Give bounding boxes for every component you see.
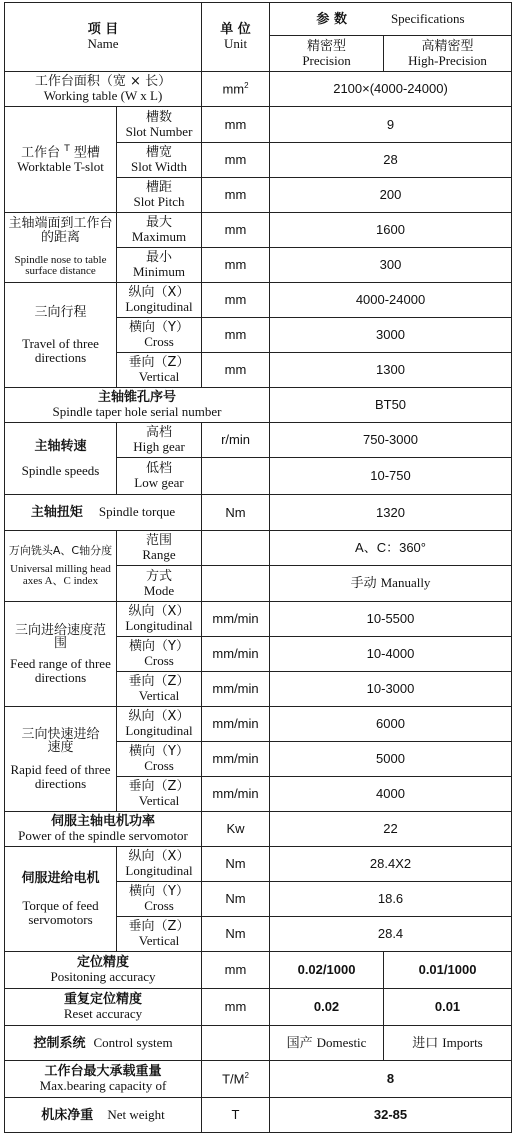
feed-z-unit: mm/min [202, 672, 270, 707]
working-table-en: Working table (W x L) [43, 88, 163, 103]
sub-cn: 槽宽 [146, 145, 173, 161]
servo-z-unit: Nm [202, 917, 270, 952]
sub-en: Cross [144, 758, 174, 773]
tslot-cn-b: 型槽 [73, 145, 100, 161]
speeds-low-value: 10-750 [270, 458, 512, 495]
row-spindle-nose-max [5, 213, 512, 248]
header-unit-cn: 单 位 [220, 22, 251, 38]
rapid-x-label [117, 707, 202, 742]
torque-label [5, 495, 202, 531]
tslot-cn-t: T [64, 144, 70, 155]
row-control [5, 1026, 512, 1061]
rapid-y-value: 5000 [270, 742, 512, 777]
rapid-feed-en: Rapid feed of three directions [10, 762, 111, 791]
row-bearing [5, 1061, 512, 1098]
net-weight-unit: T [202, 1098, 270, 1133]
milling-mode-unit-empty [202, 566, 270, 602]
rapid-z-label [117, 777, 202, 812]
servo-power-cn: 伺服主轴电机功率 [51, 814, 156, 830]
travel-cn: 三向行程 [34, 304, 87, 320]
unit-base: mm [222, 81, 245, 97]
tslot-pitch-value: 200 [270, 178, 512, 213]
sub-cn: 横向（Y） [129, 884, 189, 900]
sub-en: Low gear [134, 475, 184, 490]
reset-cn: 重复定位精度 [64, 992, 143, 1008]
spindle-nose-en: Spindle nose to table surface distance [14, 253, 107, 278]
row-servo-power [5, 812, 512, 847]
row-servo-x [5, 847, 512, 882]
speeds-low-unit-empty [202, 458, 270, 495]
tslot-label [5, 107, 117, 213]
sub-cn: 纵向（X） [128, 285, 190, 301]
net-weight-cn: 机床净重 [41, 1107, 94, 1123]
positioning-precision-value: 0.02/1000 [270, 952, 384, 989]
reset-en: Reset accuracy [63, 1006, 143, 1021]
tslot-en: Worktable T-slot [17, 159, 104, 175]
control-high-cn: 进口 [412, 1035, 439, 1051]
row-feed-x [5, 602, 512, 637]
header-precision-cell [270, 36, 384, 72]
unit-base: T/M [222, 1071, 245, 1087]
spindle-nose-max-value: 1600 [270, 213, 512, 248]
spec-table [4, 2, 512, 1133]
header-precision-cn: 精密型 [307, 38, 347, 54]
control-precision-en: Domestic [316, 1034, 367, 1050]
row-tslot-number [5, 107, 512, 143]
control-en: Control system [93, 1034, 173, 1050]
rapid-x-unit: mm/min [202, 707, 270, 742]
milling-en: Universal milling head axes A、C index [10, 563, 111, 587]
taper-value: BT50 [270, 388, 512, 423]
sub-en: Minimum [133, 264, 186, 279]
spindle-nose-max-unit: mm [202, 213, 270, 248]
header-precision-en: Precision [302, 52, 351, 68]
feed-range-label [5, 602, 117, 707]
feed-x-unit: mm/min [202, 602, 270, 637]
travel-z-unit: mm [202, 353, 270, 388]
travel-y-label [117, 318, 202, 353]
sub-en: Vertical [138, 793, 180, 808]
sub-en: Cross [144, 334, 174, 349]
taper-en: Spindle taper hole serial number [52, 404, 222, 419]
sub-cn: 最大 [146, 215, 173, 231]
sub-en: Cross [144, 653, 174, 668]
sub-cn: 横向（Y） [129, 744, 189, 760]
unit-sup: 2 [244, 1071, 249, 1081]
header-item-cn: 项 目 [87, 22, 119, 38]
sub-cn: 最小 [146, 250, 173, 266]
travel-z-label [117, 353, 202, 388]
reset-high-value: 0.01 [384, 989, 512, 1026]
sub-en: Vertical [138, 933, 180, 948]
feed-x-value: 10-5500 [270, 602, 512, 637]
header-high-cn: 高精密型 [421, 38, 474, 54]
servo-torque-label [5, 847, 117, 952]
reset-unit: mm [202, 989, 270, 1026]
spindle-nose-min-label [117, 248, 202, 283]
travel-x-value: 4000-24000 [270, 283, 512, 318]
reset-precision-value: 0.02 [270, 989, 384, 1026]
speeds-high-label [117, 423, 202, 458]
servo-y-unit: Nm [202, 882, 270, 917]
servo-y-label [117, 882, 202, 917]
row-working-table [5, 72, 512, 107]
milling-range-value: A、C：360° [270, 531, 512, 566]
sub-cn: 高档 [146, 425, 173, 441]
sub-cn: 范围 [146, 533, 173, 549]
sub-en: Longitudinal [125, 723, 193, 738]
tslot-cn-a: 工作台 [21, 145, 61, 161]
servo-x-unit: Nm [202, 847, 270, 882]
feed-y-value: 10-4000 [270, 637, 512, 672]
control-high-en: Imports [442, 1034, 483, 1050]
bearing-value: 8 [270, 1061, 512, 1098]
servo-x-value: 28.4X2 [270, 847, 512, 882]
row-torque [5, 495, 512, 531]
feed-range-en: Feed range of three directions [10, 656, 111, 685]
sub-en: Slot Number [125, 123, 193, 139]
sub-cn: 低档 [146, 461, 173, 477]
header-params-en: Specifications [390, 10, 465, 26]
taper-cn: 主轴锥孔序号 [98, 390, 177, 406]
torque-value: 1320 [270, 495, 512, 531]
control-high-value [384, 1026, 512, 1061]
header-high-en: High-Precision [408, 52, 487, 68]
servo-torque-en: Torque of feed servomotors [22, 898, 99, 927]
servo-x-label [117, 847, 202, 882]
row-rapid-x [5, 707, 512, 742]
feed-y-label [117, 637, 202, 672]
mode-value-en: Manually [380, 575, 431, 591]
tslot-pitch-label [117, 178, 202, 213]
control-precision-cn: 国产 [286, 1035, 313, 1051]
sub-en: High gear [133, 439, 185, 454]
travel-y-value: 3000 [270, 318, 512, 353]
positioning-label [5, 952, 202, 989]
header-unit-cell [202, 3, 270, 72]
spindle-nose-min-value: 300 [270, 248, 512, 283]
positioning-high-value: 0.01/1000 [384, 952, 512, 989]
bearing-en: Max.bearing capacity of [39, 1078, 167, 1093]
tslot-pitch-unit: mm [202, 178, 270, 213]
sub-cn: 槽数 [146, 109, 173, 125]
header-params-cell [270, 3, 512, 36]
row-travel-x [5, 283, 512, 318]
milling-cn: 万向铣头A、C轴分度 [8, 543, 113, 557]
header-high-cell [384, 36, 512, 72]
milling-label [5, 531, 117, 602]
travel-y-unit: mm [202, 318, 270, 353]
sub-cn: 垂向（Z） [128, 674, 190, 690]
sub-en: Maximum [131, 229, 187, 244]
sub-cn: 横向（Y） [129, 320, 189, 336]
sub-en: Vertical [138, 369, 180, 384]
servo-power-unit: Kw [202, 812, 270, 847]
milling-range-unit-empty [202, 531, 270, 566]
header-params-cn: 参 数 [316, 11, 347, 27]
taper-label [5, 388, 270, 423]
servo-y-value: 18.6 [270, 882, 512, 917]
sub-en: Slot Width [131, 159, 187, 174]
sub-cn: 横向（Y） [129, 639, 189, 655]
bearing-label [5, 1061, 202, 1098]
travel-en: Travel of three directions [22, 336, 99, 365]
sub-cn: 垂向（Z） [128, 779, 190, 795]
header-item-en: Name [87, 36, 119, 51]
bearing-unit [202, 1061, 270, 1098]
speeds-unit: r/min [202, 423, 270, 458]
speeds-low-label [117, 458, 202, 495]
milling-range-label [117, 531, 202, 566]
speeds-cn: 主轴转速 [34, 438, 87, 454]
mode-value-cn: 手动 [350, 576, 377, 592]
speeds-en: Spindle speeds [21, 462, 100, 478]
working-table-unit [202, 72, 270, 107]
spindle-nose-label [5, 213, 117, 283]
rapid-z-unit: mm/min [202, 777, 270, 812]
row-taper [5, 388, 512, 423]
torque-cn: 主轴扭矩 [30, 505, 83, 521]
sub-en: Longitudinal [125, 618, 193, 633]
feed-z-label [117, 672, 202, 707]
servo-z-value: 28.4 [270, 917, 512, 952]
servo-power-value: 22 [270, 812, 512, 847]
sub-cn: 方式 [146, 568, 173, 584]
sub-cn: 垂向（Z） [128, 919, 190, 935]
control-unit-empty [202, 1026, 270, 1061]
net-weight-en: Net weight [107, 1106, 165, 1122]
header-unit-en: Unit [223, 36, 248, 51]
servo-power-en: Power of the spindle servomotor [18, 828, 188, 843]
sub-cn: 纵向（X） [128, 604, 190, 620]
row-net-weight [5, 1098, 512, 1133]
control-label [5, 1026, 202, 1061]
tslot-number-unit: mm [202, 107, 270, 143]
milling-mode-label [117, 566, 202, 602]
sub-en: Slot Pitch [133, 194, 185, 209]
rapid-y-label [117, 742, 202, 777]
unit-sup: 2 [244, 81, 249, 91]
tslot-cn [7, 145, 114, 160]
control-precision-value [270, 1026, 384, 1061]
sub-en: Longitudinal [125, 863, 193, 878]
feed-z-value: 10-3000 [270, 672, 512, 707]
sub-en: Vertical [138, 688, 180, 703]
rapid-feed-cn: 三向快速进给速度 [21, 726, 100, 756]
spindle-nose-cn: 主轴端面到工作台的距离 [8, 216, 113, 245]
servo-torque-cn: 伺服进给电机 [21, 870, 100, 886]
torque-unit: Nm [202, 495, 270, 531]
working-table-cn: 工作台面积（宽 × 长） [34, 74, 172, 90]
torque-en: Spindle torque [98, 504, 176, 520]
tslot-width-unit: mm [202, 143, 270, 178]
positioning-cn: 定位精度 [77, 955, 130, 971]
spindle-nose-min-unit: mm [202, 248, 270, 283]
servo-z-label [117, 917, 202, 952]
travel-x-label [117, 283, 202, 318]
net-weight-label [5, 1098, 202, 1133]
sub-en: Mode [143, 582, 175, 598]
reset-label [5, 989, 202, 1026]
sub-en: Longitudinal [125, 299, 193, 314]
feed-y-unit: mm/min [202, 637, 270, 672]
row-reset [5, 989, 512, 1026]
sub-cn: 纵向（X） [128, 849, 190, 865]
working-table-value: 2100×(4000-24000) [270, 72, 512, 107]
row-speeds-high [5, 423, 512, 458]
row-milling-range [5, 531, 512, 566]
feed-x-label [117, 602, 202, 637]
travel-x-unit: mm [202, 283, 270, 318]
header-row [5, 3, 512, 36]
speeds-label [5, 423, 117, 495]
bearing-cn: 工作台最大承载重量 [44, 1064, 162, 1080]
spindle-nose-max-label [117, 213, 202, 248]
servo-power-label [5, 812, 202, 847]
sub-cn: 槽距 [146, 180, 173, 196]
sub-en: Cross [144, 898, 174, 913]
row-positioning [5, 952, 512, 989]
speeds-high-value: 750-3000 [270, 423, 512, 458]
positioning-en: Positoning accuracy [50, 969, 156, 984]
header-item-cell [5, 3, 202, 72]
rapid-y-unit: mm/min [202, 742, 270, 777]
feed-range-cn: 三向进给速度范围 [15, 622, 107, 652]
tslot-width-label [117, 143, 202, 178]
sub-en: Range [142, 547, 176, 562]
rapid-x-value: 6000 [270, 707, 512, 742]
sub-cn: 纵向（X） [128, 709, 190, 725]
tslot-width-value: 28 [270, 143, 512, 178]
tslot-number-label [117, 107, 202, 143]
sub-cn: 垂向（Z） [128, 355, 190, 371]
tslot-number-value: 9 [270, 107, 512, 143]
rapid-feed-label [5, 707, 117, 812]
travel-label [5, 283, 117, 388]
net-weight-value: 32-85 [270, 1098, 512, 1133]
positioning-unit: mm [202, 952, 270, 989]
rapid-z-value: 4000 [270, 777, 512, 812]
milling-mode-value [270, 566, 512, 602]
travel-z-value: 1300 [270, 353, 512, 388]
control-cn: 控制系统 [33, 1035, 86, 1051]
working-table-label [5, 72, 202, 107]
